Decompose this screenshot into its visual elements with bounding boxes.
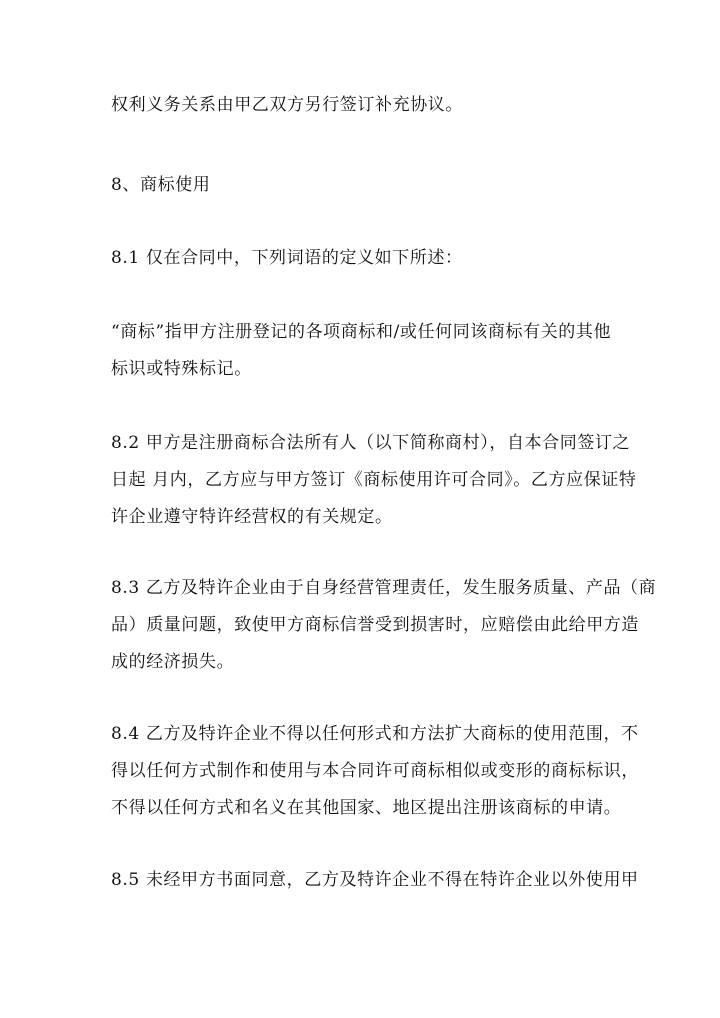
clause-8-3: [111, 570, 657, 681]
clause-8-1: [111, 240, 611, 277]
text-line: 8.4 乙方及特许企业不得以任何形式和方法扩大商标的使用范围，不: [111, 724, 639, 744]
paragraph-intro: [111, 87, 611, 124]
text-line: 8.3 乙方及特许企业由于自身经营管理责任，发生服务质量、产品（商: [111, 578, 657, 598]
definition-trademark: [111, 314, 611, 388]
text-line: 日起 月内，乙方应与甲方签订《商标使用许可合同》。乙方应保证特: [111, 470, 637, 490]
text-line: “商标”指甲方注册登记的各项商标和/或任何同该商标有关的其他: [111, 322, 612, 342]
text-line: 8.1 仅在合同中，下列词语的定义如下所述：: [111, 248, 463, 268]
text-line: 标识或特殊标记。: [111, 359, 252, 379]
section-heading: [111, 167, 611, 204]
text-line: 8、商标使用: [111, 175, 211, 195]
text-line: 不得以任何方式和名义在其他国家、地区提出注册该商标的申请。: [111, 798, 622, 818]
text-line: 8.5 未经甲方书面同意，乙方及特许企业不得在特许企业以外使用甲: [111, 870, 639, 890]
text-line: 品）质量问题，致使甲方商标信誉受到损害时，应赔偿由此给甲方造: [111, 615, 639, 635]
text-line: 许企业遵守特许经营权的有关规定。: [111, 507, 393, 527]
text-line: 成的经济损失。: [111, 652, 235, 672]
text-line: 权利义务关系由甲乙双方另行签订补充协议。: [111, 95, 463, 115]
clause-8-4: [111, 716, 639, 827]
clause-8-2: [111, 425, 637, 536]
text-line: 得以任何方式制作和使用与本合同许可商标相似或变形的商标标识，: [111, 761, 639, 781]
clause-8-5: [111, 862, 639, 899]
text-line: 8.2 甲方是注册商标合法所有人（以下简称商村），自本合同签订之: [111, 433, 631, 453]
